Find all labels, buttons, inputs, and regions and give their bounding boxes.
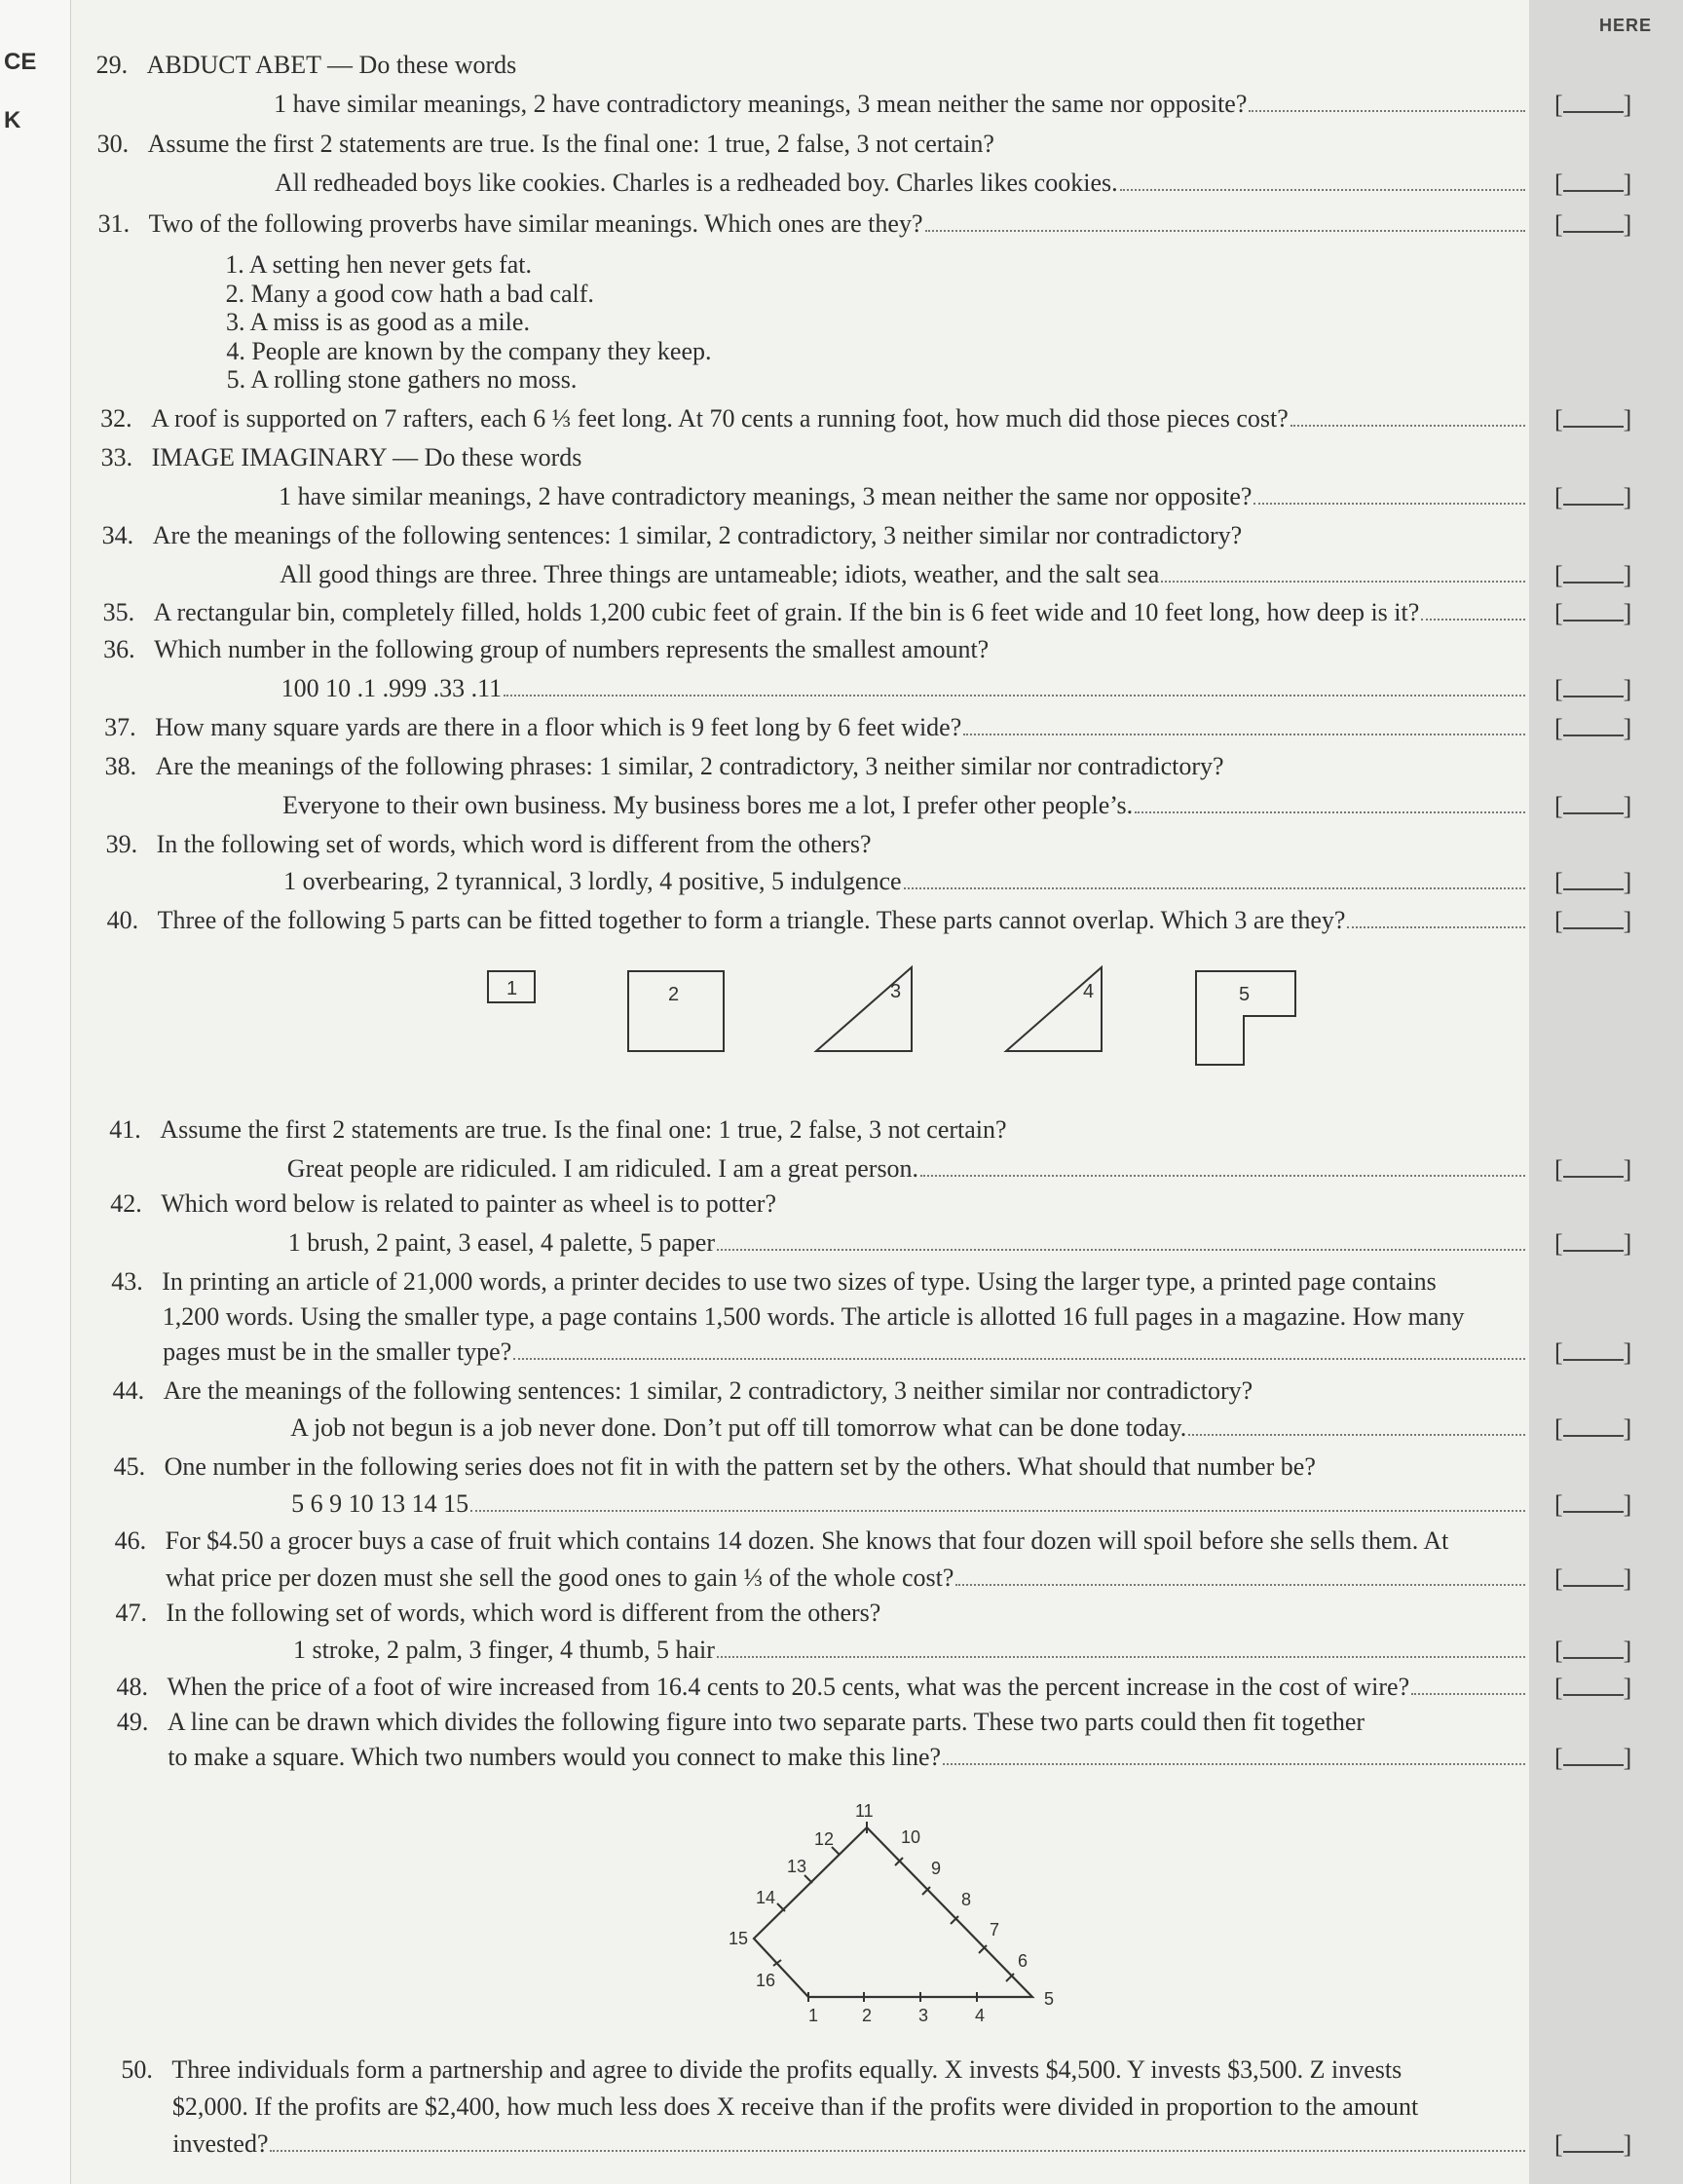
q40-shapes-figure [468,960,1325,1067]
question-text: what price per dozen must she sell the good ones to gain ⅓ of the whole cost? [166,1563,954,1592]
q49-label-11: 11 [855,1801,874,1821]
answer-blank[interactable] [1563,482,1624,506]
q49-label-2: 2 [862,2006,873,2025]
question-number: 30. [96,130,130,158]
leader-dots [1411,1693,1525,1695]
question-text: 1 overbearing, 2 tyrannical, 3 lordly, 4 positive, 5 indulgence [283,867,902,895]
answer-blank[interactable] [1563,598,1624,621]
question-text-line [282,791,1529,820]
answer-box[interactable] [1554,674,1631,704]
answer-box[interactable] [1554,404,1631,434]
answer-box[interactable] [1554,1563,1631,1594]
answer-bracket-open: [ [1554,792,1563,820]
answer-bracket-open: [ [1554,599,1563,627]
leader-dots [1347,926,1525,928]
question-number: 43. [111,1267,143,1296]
question-text-line [154,598,1529,627]
q49-label-5: 5 [1044,1989,1055,2009]
answer-bracket-open: [ [1554,1744,1563,1772]
answer-blank[interactable] [1563,560,1624,584]
answer-box[interactable] [1554,482,1631,512]
leader-dots [963,734,1525,735]
answer-bracket-open: [ [1554,169,1563,198]
question-number: 31. [97,209,131,238]
answer-bracket-close: ] [1623,675,1632,703]
question-text: Are the meanings of the following sentences: 1 similar, 2 contradictory, 3 neither similar nor contradictory? [152,521,1243,549]
answer-blank[interactable] [1563,1743,1624,1766]
question-text: Are the meanings of the following sentences: 1 similar, 2 contradictory, 3 neither similar nor contradictory? [163,1376,1253,1405]
question-text-line [157,830,1490,859]
leader-dots [920,1175,1525,1177]
question-text: $2,000. If the profits are $2,400, how much less does X receive than if the profits were divided in proportion to the amount [171,2092,1419,2121]
answer-column-header: HERE [1599,16,1653,35]
leader-dots [1253,503,1525,505]
answer-box[interactable] [1554,867,1631,897]
question-text: pages must be in the smaller type? [163,1337,512,1366]
question-text-line [290,1413,1529,1443]
question-text: Are the meanings of the following phrases: 1 similar, 2 contradictory, 3 neither similar nor contradictory? [155,752,1224,780]
q49-trapezoid-figure [711,1792,1081,2036]
q40-shape-4-triangle [1006,967,1102,1051]
question-text-line [171,2055,1490,2085]
answer-bracket-close: ] [1623,1155,1632,1184]
answer-bracket-close: ] [1623,405,1632,433]
leader-dots [1290,425,1525,427]
question-number: 42. [110,1189,142,1218]
question-text: 1,200 words. Using the smaller type, a page contains 1,500 words. The article is allotted 16 full pages in a magazine. How many [162,1302,1465,1331]
q49-label-6: 6 [1018,1951,1028,1971]
question-text: For $4.50 a grocer buys a case of fruit which contains 14 dozen. She knows that four dozen will spoil before she sells them. At [165,1526,1449,1555]
leader-dots [270,2150,1525,2152]
q49-tick-mark [804,1875,812,1883]
answer-bracket-close: ] [1623,714,1632,742]
answer-box[interactable] [1554,1673,1631,1703]
question-text: How many square yards are there in a floor which is 9 feet long by 6 feet wide? [155,713,962,741]
q49-figure-outline [754,1827,1032,1997]
question-text: In the following set of words, which word is different from the others? [156,830,872,858]
answer-blank[interactable] [1563,1337,1624,1361]
answer-bracket-open: [ [1554,1674,1563,1702]
leader-dots [504,695,1525,697]
answer-box[interactable] [1554,209,1631,240]
question-text-line [148,130,1490,159]
question-number: 33. [100,443,133,471]
answer-box[interactable] [1554,1636,1631,1666]
answer-box[interactable] [1554,169,1631,199]
answer-bracket-open: [ [1554,714,1563,742]
question-text: A line can be drawn which divides the following figure into two separate parts. These two parts could then fit together [167,1708,1365,1736]
q40-shape-2-label: 2 [668,984,680,1005]
question-text-line [280,560,1529,589]
answer-box[interactable] [1554,1413,1631,1444]
q49-label-7: 7 [990,1920,1000,1939]
q40-shape-5-label: 5 [1239,984,1251,1005]
answer-box[interactable] [1554,1154,1631,1185]
question-text: 1 have similar meanings, 2 have contradictory meanings, 3 mean neither the same nor opposite? [274,90,1248,118]
question-number: 50. [121,2055,153,2084]
question-number: 35. [102,598,135,626]
question-text: When the price of a foot of wire increased from 16.4 cents to 20.5 cents, what was the percent increase in the cost of wire? [167,1673,1410,1701]
answer-blank[interactable] [1563,90,1624,113]
leader-dots [470,1510,1525,1512]
answer-bracket-open: [ [1554,1637,1563,1665]
question-text: Everyone to their own business. My business bores me a lot, I prefer other people’s. [282,791,1134,819]
answer-bracket-close: ] [1623,1744,1632,1772]
question-text-line [158,906,1529,935]
q40-shape-3-label: 3 [890,981,902,1002]
answer-blank[interactable] [1563,2129,1624,2153]
answer-bracket-open: [ [1554,405,1563,433]
question-text: Three of the following 5 parts can be fitted together to form a triangle. These parts cannot overlap. Which 3 are they? [157,906,1346,934]
question-text-line [152,443,1490,472]
answer-blank[interactable] [1563,713,1624,736]
answer-bracket-open: [ [1554,868,1563,896]
leader-dots [1421,619,1525,621]
q49-label-9: 9 [931,1859,942,1878]
q40-shape-4-label: 4 [1083,981,1095,1002]
q49-label-1: 1 [808,2006,819,2025]
answer-bracket-close: ] [1623,2130,1632,2159]
question-text-line [166,1526,1490,1556]
answer-bracket-close: ] [1623,1674,1632,1702]
answer-box[interactable] [1554,560,1631,590]
proverb-option: 5. A rolling stone gathers no moss. [226,365,578,394]
q49-label-10: 10 [901,1827,921,1847]
answer-box[interactable] [1554,906,1631,936]
question-number: 48. [116,1673,148,1701]
answer-blank[interactable] [1563,1228,1624,1252]
answer-blank[interactable] [1563,1489,1624,1513]
answer-bracket-close: ] [1623,210,1632,239]
question-text-line [163,1337,1529,1367]
answer-bracket-close: ] [1623,907,1632,935]
leader-dots [925,230,1525,232]
question-text: Which number in the following group of numbers represents the smallest amount? [154,635,990,663]
question-text-line [166,1563,1529,1593]
question-text-line [155,713,1529,742]
q49-label-12: 12 [814,1829,835,1849]
answer-column [1529,0,1683,2184]
question-number: 32. [100,404,132,433]
question-text-line [288,1228,1529,1258]
question-text: IMAGE IMAGINARY — Do these words [151,443,582,471]
q40-shape-1-label: 1 [506,978,518,999]
answer-bracket-open: [ [1554,1229,1563,1258]
question-text: Assume the first 2 statements are true. Is the final one: 1 true, 2 false, 3 not certain? [160,1115,1007,1144]
answer-blank[interactable] [1563,1673,1624,1696]
leader-dots [717,1249,1525,1251]
question-text: Great people are ridiculed. I am ridiculed. I am a great person. [286,1154,919,1183]
question-number: 34. [101,521,134,549]
question-text-line [165,1452,1490,1482]
answer-bracket-open: [ [1554,1155,1563,1184]
question-text-line [162,1267,1490,1297]
question-number: 49. [116,1708,149,1736]
proverb-option: 4. People are known by the company they keep. [226,337,712,365]
question-text: 1 stroke, 2 palm, 3 finger, 4 thumb, 5 hair [292,1636,715,1664]
question-number: 45. [113,1452,146,1481]
question-text-line [172,2092,1490,2122]
question-text-line [149,209,1529,239]
answer-bracket-close: ] [1623,91,1632,119]
left-margin-strip [0,0,71,2184]
question-text-line [168,1708,1490,1737]
question-text: to make a square. Which two numbers would you connect to make this line? [168,1743,942,1771]
left-edge-text-top: CE [4,49,37,75]
question-number: 40. [106,906,139,934]
answer-box[interactable] [1554,90,1631,120]
q40-shape-3-triangle [816,967,912,1051]
question-text: A job not begun is a job never done. Don’t put off till tomorrow what can be done today. [290,1413,1187,1442]
q49-label-16: 16 [756,1971,776,1990]
answer-box[interactable] [1554,1489,1631,1520]
question-text-line [147,51,1490,80]
answer-bracket-open: [ [1554,1564,1563,1593]
answer-bracket-close: ] [1623,1338,1632,1367]
question-text-line [151,404,1529,433]
question-text-line [172,2129,1529,2159]
answer-bracket-open: [ [1554,483,1563,511]
question-text: Which word below is related to painter as wheel is to potter? [161,1189,776,1218]
answer-blank[interactable] [1563,674,1624,697]
question-text-line [153,521,1490,550]
question-text: All good things are three. Three things are untameable; idiots, weather, and the salt sea [280,560,1160,588]
question-text-line [291,1489,1529,1519]
q49-label-15: 15 [729,1929,749,1948]
question-text-line [156,752,1490,781]
question-text-line [164,1376,1490,1406]
answer-bracket-close: ] [1623,1564,1632,1593]
proverb-option: 3. A miss is as good as a mile. [225,308,530,336]
answer-blank[interactable] [1563,1636,1624,1659]
question-text-line [279,482,1529,511]
proverb-option: 1. A setting hen never gets fat. [225,250,533,279]
answer-bracket-open: [ [1554,561,1563,589]
answer-bracket-open: [ [1554,907,1563,935]
answer-blank[interactable] [1563,906,1624,929]
question-number: 37. [104,713,136,741]
question-text-line [167,1673,1529,1702]
question-text: 100 10 .1 .999 .33 .11 [280,674,503,702]
leader-dots [1188,1434,1525,1436]
answer-blank[interactable] [1563,1413,1624,1437]
question-text: All redheaded boys like cookies. Charles is a redheaded boy. Charles likes cookies. [275,169,1118,197]
question-text-line [283,867,1529,896]
answer-bracket-close: ] [1623,792,1632,820]
question-text-line [281,674,1529,703]
question-text-line [293,1636,1529,1665]
answer-blank[interactable] [1563,1154,1624,1178]
question-text-line [160,1115,1490,1145]
question-number: 39. [105,830,138,858]
answer-blank[interactable] [1563,1563,1624,1587]
answer-box[interactable] [1554,1337,1631,1368]
question-text-line [154,635,1490,664]
question-text: Three individuals form a partnership and agree to divide the profits equally. X invests $4,500. Y invests $3,500. Z invests [171,2055,1402,2084]
leader-dots [513,1358,1525,1360]
q49-label-4: 4 [975,2006,986,2025]
answer-blank[interactable] [1563,791,1624,814]
answer-blank[interactable] [1563,169,1624,192]
answer-bracket-open: [ [1554,91,1563,119]
answer-bracket-close: ] [1623,1637,1632,1665]
question-number: 38. [104,752,137,780]
question-number: 36. [103,635,135,663]
question-text-line [161,1189,1490,1219]
question-text-line [168,1743,1529,1772]
leader-dots [955,1584,1525,1586]
question-text-line [287,1154,1529,1184]
q49-label-3: 3 [918,2006,929,2025]
answer-blank[interactable] [1563,867,1624,890]
answer-bracket-close: ] [1623,483,1632,511]
answer-bracket-open: [ [1554,1490,1563,1519]
question-text: ABDUCT ABET — Do these words [146,51,517,79]
answer-bracket-open: [ [1554,210,1563,239]
question-number: 41. [109,1115,141,1144]
question-number: 44. [112,1376,145,1405]
left-edge-text-mid: K [4,107,21,133]
answer-bracket-open: [ [1554,1338,1563,1367]
answer-bracket-close: ] [1623,1229,1632,1258]
question-text: Two of the following proverbs have similar meanings. Which ones are they? [148,209,923,238]
q49-label-13: 13 [787,1857,807,1876]
answer-bracket-close: ] [1623,1414,1632,1443]
q49-label-14: 14 [756,1888,776,1907]
answer-box[interactable] [1554,1743,1631,1773]
question-text: In printing an article of 21,000 words, a printer decides to use two sizes of type. Using the larger type, a printed page contains [162,1267,1437,1296]
answer-bracket-close: ] [1623,1490,1632,1519]
answer-bracket-close: ] [1623,561,1632,589]
question-text: 1 have similar meanings, 2 have contradictory meanings, 3 mean neither the same nor opposite? [279,482,1253,510]
answer-bracket-close: ] [1623,868,1632,896]
question-text: A roof is supported on 7 rafters, each 6 ⅓ feet long. At 70 cents a running foot, how much did those pieces cost? [151,404,1289,433]
question-text-line [163,1302,1490,1332]
question-text-line [274,90,1529,119]
answer-bracket-open: [ [1554,2130,1563,2159]
question-text-line [166,1599,1490,1628]
question-number: 47. [115,1599,147,1627]
leader-dots [1120,189,1525,191]
answer-blank[interactable] [1563,404,1624,428]
question-text: A rectangular bin, completely filled, holds 1,200 cubic feet of grain. If the bin is 6 feet wide and 10 feet long, how deep is it? [153,598,1420,626]
question-text: One number in the following series does not fit in with the pattern set by the others. What should that number be? [164,1452,1316,1481]
answer-bracket-close: ] [1623,599,1632,627]
q49-label-8: 8 [961,1890,972,1909]
leader-dots [1135,811,1525,813]
question-text: invested? [172,2129,269,2158]
answer-bracket-open: [ [1554,675,1563,703]
answer-box[interactable] [1554,2129,1631,2160]
leader-dots [1249,110,1525,112]
leader-dots [943,1763,1525,1765]
question-text: Assume the first 2 statements are true. Is the final one: 1 true, 2 false, 3 not certain? [147,130,994,158]
question-number: 46. [114,1526,147,1555]
question-text: 1 brush, 2 paint, 3 easel, 4 palette, 5 paper [287,1228,715,1257]
answer-bracket-open: [ [1554,1414,1563,1443]
answer-bracket-close: ] [1623,169,1632,198]
answer-box[interactable] [1554,713,1631,743]
leader-dots [717,1656,1525,1658]
leader-dots [904,887,1525,889]
question-text: In the following set of words, which word is different from the others? [166,1599,881,1627]
answer-box[interactable] [1554,791,1631,821]
question-text-line [275,169,1529,198]
answer-blank[interactable] [1563,209,1624,233]
q49-tick-mark [777,1903,785,1911]
answer-box[interactable] [1554,598,1631,628]
question-text: 5 6 9 10 13 14 15 [291,1489,469,1518]
leader-dots [1161,581,1525,583]
question-number: 29. [95,51,129,79]
answer-box[interactable] [1554,1228,1631,1259]
proverb-option: 2. Many a good cow hath a bad calf. [225,280,594,308]
